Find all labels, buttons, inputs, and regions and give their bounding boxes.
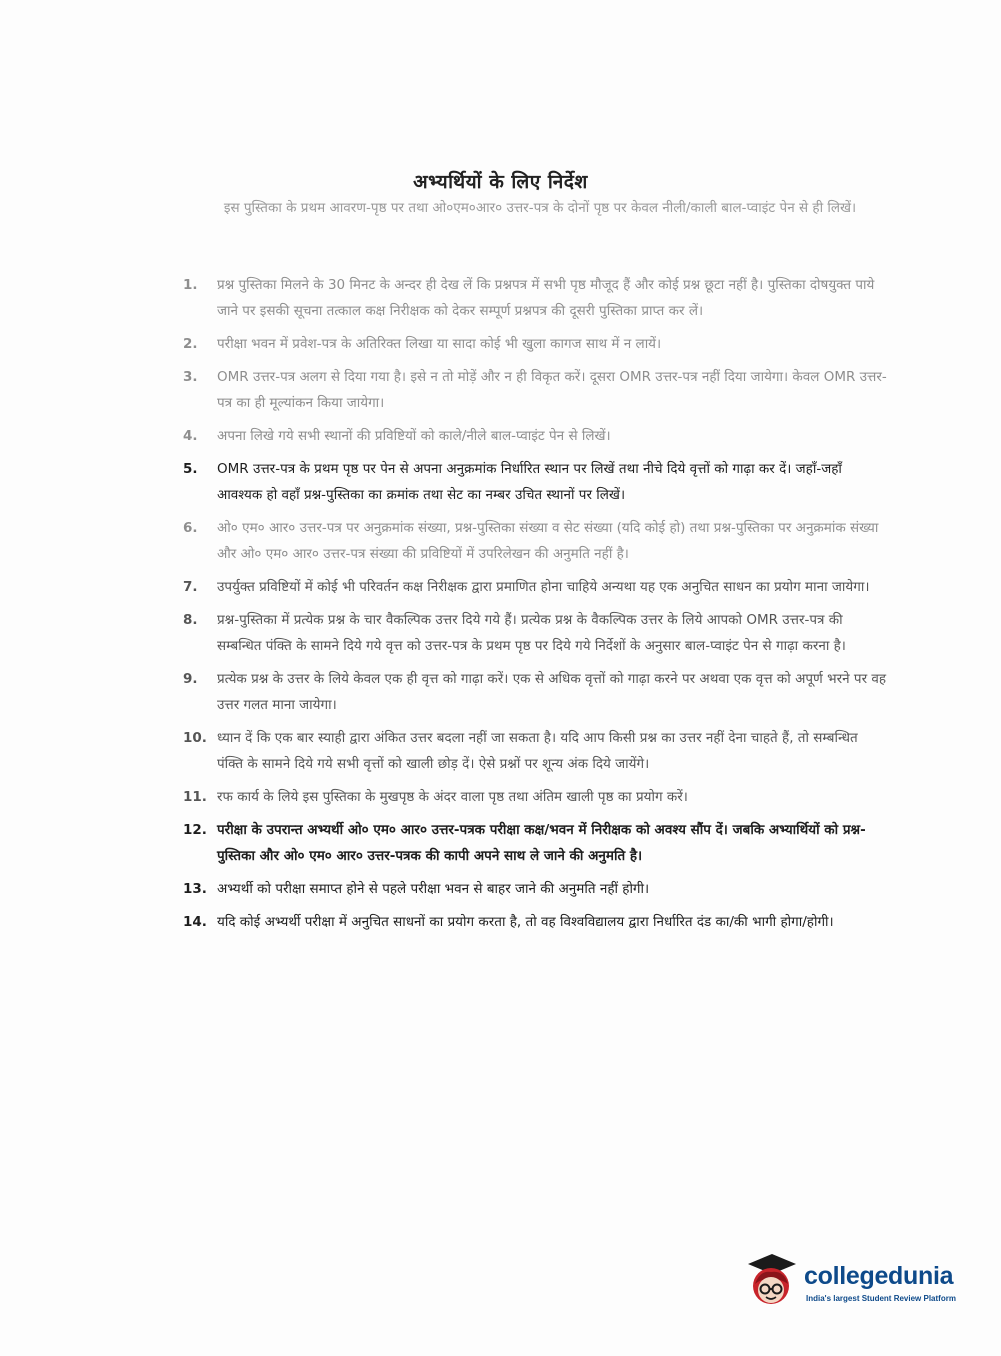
list-item — [183, 574, 888, 600]
item-number: 9. — [183, 671, 198, 687]
list-item — [183, 364, 888, 416]
item-number: 1. — [183, 277, 198, 293]
list-item — [183, 272, 888, 324]
list-item — [183, 784, 888, 810]
item-number: 6. — [183, 520, 198, 536]
item-text: प्रत्येक प्रश्न के उत्तर के लिये केवल एक ही वृत्त को गाढ़ा करें। एक से अधिक वृत्तों को गाढ़ा करने पर अथवा एक वृत्त को अपूर्ण भरने पर वह उत्तर गलत माना जायेगा। — [217, 671, 887, 713]
item-text: OMR उत्तर-पत्र अलग से दिया गया है। इसे न तो मोड़ें और न ही विकृत करें। दूसरा OMR उत्तर-पत्र नहीं दिया जायेगा। केवल OMR उत्तर-पत्र का ही मूल्यांकन किया जायेगा। — [217, 369, 887, 411]
list-item — [183, 456, 888, 508]
page-title: अभ्यर्थियों के लिए निर्देश — [413, 171, 588, 193]
item-number: 12. — [183, 822, 207, 838]
list-item — [183, 666, 888, 718]
item-number: 5. — [183, 461, 198, 477]
instruction-list — [183, 272, 888, 942]
intro-instruction: इस पुस्तिका के प्रथम आवरण-पृष्ठ पर तथा ओ०एम०आर० उत्तर-पत्र के दोनों पृष्ठ पर केवल नीली/काली बाल-प्वाइंट पेन से ही लिखें। — [223, 200, 857, 216]
item-number: 14. — [183, 914, 207, 930]
item-text: परीक्षा के उपरान्त अभ्यर्थी ओ० एम० आर० उत्तर-पत्रक परीक्षा कक्ष/भवन में निरीक्षक को अवश्य सौंप दें। जबकि अभ्यार्थियों को प्रश्न-पुस्तिका और ओ० एम० आर० उत्तर-पत्रक की कापी अपने साथ ले जाने की अनुमति है। — [217, 822, 866, 864]
item-number: 8. — [183, 612, 198, 628]
item-number: 7. — [183, 579, 198, 595]
item-number: 13. — [183, 881, 207, 897]
list-item — [183, 331, 888, 357]
item-number: 10. — [183, 730, 207, 746]
list-item — [183, 725, 888, 777]
list-item — [183, 607, 888, 659]
item-text: रफ कार्य के लिये इस पुस्तिका के मुखपृष्ठ के अंदर वाला पृष्ठ तथा अंतिम खाली पृष्ठ का प्रयोग करें। — [217, 789, 688, 805]
item-text: प्रश्न-पुस्तिका में प्रत्येक प्रश्न के चार वैकल्पिक उत्तर दिये गये हैं। प्रत्येक प्रश्न के वैकल्पिक उत्तर के लिये आपको OMR उत्तर-पत्र की सम्बन्धित पंक्ति के सामने दिये गये वृत्त को उत्तर-पत्र के प्रथम पृष्ठ पर दिये गये निर्देशों के अनुसार बाल-प्वाइंट पेन से गाढ़ा करना है। — [217, 612, 846, 654]
item-text: प्रश्न पुस्तिका मिलने के 30 मिनट के अन्दर ही देख लें कि प्रश्नपत्र में सभी पृष्ठ मौजूद हैं और कोई प्रश्न छूटा नहीं है। पुस्तिका दोषयुक्त पाये जाने पर इसकी सूचना तत्काल कक्ष निरीक्षक को देकर सम्पूर्ण प्रश्नपत्र की दूसरी पुस्तिका प्राप्त कर लें। — [217, 277, 875, 319]
item-text: OMR उत्तर-पत्र के प्रथम पृष्ठ पर पेन से अपना अनुक्रमांक निर्धारित स्थान पर लिखें तथा नीचे दिये वृत्तों को गाढ़ा कर दें। जहाँ-जहाँ आवश्यक हो वहाँ प्रश्न-पुस्तिका का क्रमांक तथा सेट का नम्बर उचित स्थानों पर लिखें। — [217, 461, 842, 503]
list-item — [183, 515, 888, 567]
brand-name: collegedunia — [804, 1262, 954, 1290]
item-text: ध्यान दें कि एक बार स्याही द्वारा अंकित उत्तर बदला नहीं जा सकता है। यदि आप किसी प्रश्न का उत्तर नहीं देना चाहते हैं, तो सम्बन्धित पंक्ति के सामने दिये गये सभी वृत्तों को खाली छोड़ दें। ऐसे प्रश्नों पर शून्य अंक दिये जायेंगे। — [217, 730, 858, 772]
item-number: 3. — [183, 369, 198, 385]
list-item — [183, 423, 888, 449]
mascot-icon — [742, 1250, 800, 1312]
item-text: उपर्युक्त प्रविष्टियों में कोई भी परिवर्तन कक्ष निरीक्षक द्वारा प्रमाणित होना चाहिये अन्यथा यह एक अनुचित साधन का प्रयोग माना जायेगा। — [217, 579, 870, 595]
item-number: 11. — [183, 789, 207, 805]
item-text: अपना लिखे गये सभी स्थानों की प्रविष्टियों को काले/नीले बाल-प्वाइंट पेन से लिखें। — [217, 428, 611, 444]
brand-tagline: India's largest Student Review Platform — [806, 1294, 956, 1303]
list-item — [183, 876, 888, 902]
collegedunia-logo[interactable] — [742, 1248, 974, 1318]
item-text: यदि कोई अभ्यर्थी परीक्षा में अनुचित साधनों का प्रयोग करता है, तो वह विश्वविद्यालय द्वारा निर्धारित दंड का/की भागी होगा/होगी। — [217, 914, 834, 930]
item-text: ओ० एम० आर० उत्तर-पत्र पर अनुक्रमांक संख्या, प्रश्न-पुस्तिका संख्या व सेट संख्या (यदि कोई हो) तथा प्रश्न-पुस्तिका पर अनुक्रमांक संख्या और ओ० एम० आर० उत्तर-पत्र संख्या की प्रविष्टियों में उपरिलेखन की अनुमति नहीं है। — [217, 520, 879, 562]
list-item — [183, 817, 888, 869]
item-number: 2. — [183, 336, 198, 352]
item-text: परीक्षा भवन में प्रवेश-पत्र के अतिरिक्त लिखा या सादा कोई भी खुला कागज साथ में न लायें। — [217, 336, 662, 352]
item-number: 4. — [183, 428, 198, 444]
list-item — [183, 909, 888, 935]
item-text: अभ्यर्थी को परीक्षा समाप्त होने से पहले परीक्षा भवन से बाहर जाने की अनुमति नहीं होगी। — [217, 881, 650, 897]
